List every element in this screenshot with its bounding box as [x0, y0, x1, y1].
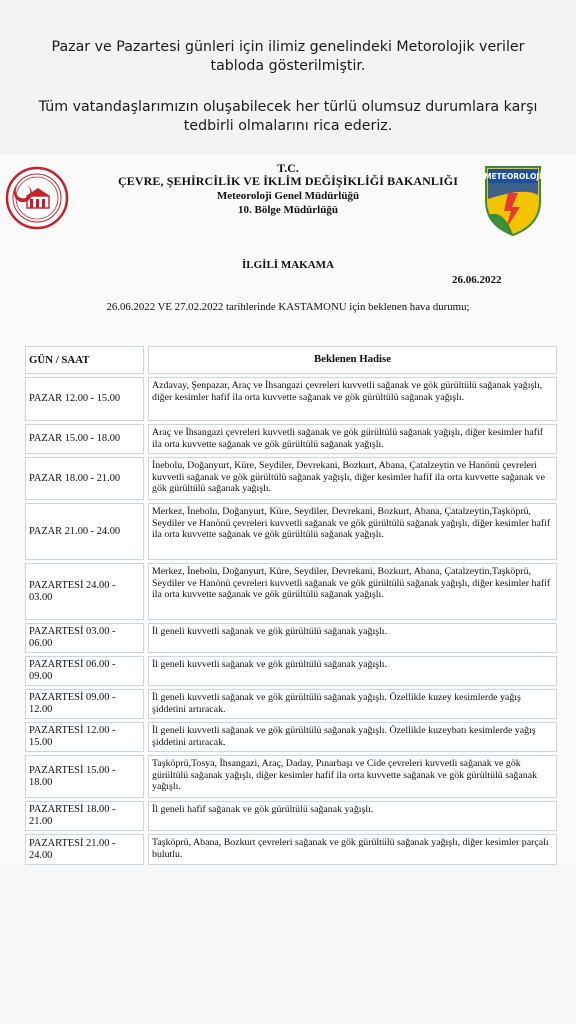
- time-text: PAZAR 12.00 - 15.00: [29, 393, 121, 404]
- header-event-label: Beklenen Hadise: [313, 353, 392, 366]
- event-text: İl geneli kuvvetli sağanak ve gök gürültülü sağanak yağışlı.: [152, 626, 388, 637]
- event-text: İl geneli hafif sağanak ve gök gürültülü sağanak yağışlı.: [152, 804, 374, 815]
- intro-caption: [0, 0, 576, 155]
- time-text: PAZARTESİ 18.00 - 21.00: [29, 804, 116, 827]
- bottom-blank-area: [0, 865, 576, 1024]
- letterhead-regional: 10. Bölge Müdürlüğü: [238, 204, 338, 216]
- event-text: Merkez, İnebolu, Doğanyurt, Küre, Seydiler, Devrekani, Bozkurt, Abana, Çatalzeytin,Taşköprü, Seydiler ve Hanönü çevreleri kuvvetli sağanak ve gök gürültülü sağanak yağışlı, diğer kesimler hafif ila orta kuvvette sağanak ve gök gürültülü sağanak yağışlı.: [152, 506, 551, 541]
- event-cell: [148, 623, 557, 653]
- time-cell: [25, 689, 144, 719]
- time-cell: [25, 457, 144, 500]
- time-text: PAZARTESİ 06.00 - 09.00: [29, 659, 116, 682]
- table-row: [25, 656, 557, 686]
- event-cell: [148, 755, 557, 798]
- event-text: Azdavay, Şenpazar, Araç ve İhsangazi çevreleri kuvvetli sağanak ve gök gürültülü sağanak yağışlı, diğer kesimler hafif ila orta kuvvette sağanak ve gök gürültülü sağanak yağışlı.: [152, 380, 543, 403]
- table-row: [25, 424, 557, 454]
- time-text: PAZAR 21.00 - 24.00: [29, 525, 121, 537]
- time-cell: [25, 801, 144, 831]
- table-row: [25, 457, 557, 500]
- time-cell: [25, 377, 144, 421]
- meteoroloji-logo-icon: [484, 165, 542, 237]
- table-row: [25, 801, 557, 831]
- table-row: [25, 755, 557, 798]
- time-cell: [25, 623, 144, 653]
- time-text: PAZARTESİ 21.00 - 24.00: [29, 837, 116, 861]
- event-cell: [148, 834, 557, 865]
- letterhead-directorate: Meteoroloji Genel Müdürlüğü: [216, 190, 360, 202]
- header-time: [25, 346, 144, 374]
- time-text: PAZAR 15.00 - 18.00: [29, 433, 121, 444]
- letterhead-tc: T.C.: [277, 161, 299, 175]
- event-cell: [148, 656, 557, 686]
- event-cell: [148, 424, 557, 454]
- event-text: Taşköprü,Tosya, İhsangazi, Araç, Daday, Pınarbaşı ve Cide çevreleri kuvvetli sağanak ve gök gürültülü sağanak yağışlı, diğer kesimler hafif ila orta kuvvette sağanak ve gök gürültülü sağanak yağışlı.: [152, 758, 538, 793]
- time-cell: [25, 503, 144, 560]
- time-cell: [25, 424, 144, 454]
- table-row: [25, 722, 557, 752]
- intro-paragraph-1: Pazar ve Pazartesi günleri için ilimiz genelindeki Metorolojik veriler tabloda gösterilmiştir.: [51, 39, 525, 74]
- event-cell: [148, 801, 557, 831]
- event-cell: [148, 377, 557, 421]
- official-document: [0, 155, 576, 865]
- time-cell: [25, 755, 144, 798]
- time-cell: [25, 656, 144, 686]
- time-text: PAZARTESİ 15.00 - 18.00: [29, 764, 116, 788]
- time-cell: [25, 834, 144, 865]
- event-text: İl geneli kuvvetli sağanak ve gök gürültülü sağanak yağışlı. Özellikle kuzey kesimlerde yağış şiddetini artıracak.: [152, 692, 521, 715]
- table-row: [25, 377, 557, 421]
- event-text: Taşköprü, Abana, Bozkurt çevreleri sağanak ve gök gürültülü sağanak yağışlı, diğer kesimler parçalı bulutlu.: [152, 837, 549, 860]
- event-text: Araç ve İhsangazi çevreleri kuvvetli sağanak ve gök gürültülü sağanak yağışlı, diğer kesimler hafif ila orta kuvvette sağanak ve gök gürültülü sağanak yağışlı.: [152, 427, 544, 450]
- addressee: İLGİLİ MAKAMA: [242, 259, 334, 271]
- event-cell: [148, 457, 557, 500]
- letterhead-ministry: ÇEVRE, ŞEHİRCİLİK VE İKLİM DEĞİŞİKLİĞİ BAKANLIĞI: [118, 174, 458, 188]
- table-row: [25, 623, 557, 653]
- event-cell: [148, 689, 557, 719]
- time-text: PAZARTESİ 24.00 - 03.00: [29, 579, 116, 603]
- time-text: PAZARTESİ 09.00 - 12.00: [29, 692, 116, 715]
- table-row: [25, 834, 557, 865]
- event-cell: [148, 563, 557, 620]
- table-header-row: [25, 346, 557, 374]
- logo-text: METEOROLOJİ: [484, 172, 542, 181]
- event-text: İnebolu, Doğanyurt, Küre, Seydiler, Devrekani, Bozkurt, Abana, Çatalzeytin ve Hanönü çevreleri kuvvetli sağanak ve gök gürültülü sağanak yağışlı, diğer kesimler hafif ila orta kuvvette sağanak ve gök gürültülü sağanak yağışlı.: [152, 460, 545, 495]
- time-text: PAZAR 18.00 - 21.00: [29, 472, 121, 484]
- event-text: Merkez, İnebolu, Doğanyurt, Küre, Seydiler, Devrekani, Bozkurt, Abana, Çatalzeytin,Taşköprü, Seydiler ve Hanönü çevreleri kuvvetli sağanak ve gök gürültülü sağanak yağışlı, diğer kesimler hafif ila orta kuvvette sağanak ve gök gürültülü sağanak yağışlı.: [152, 566, 551, 601]
- header-time-label: GÜN / SAAT: [29, 354, 90, 366]
- document-description: 26.06.2022 VE 27.02.2022 tarihlerinde KASTAMONU için beklenen hava durumu;: [106, 301, 470, 313]
- event-cell: [148, 722, 557, 752]
- forecast-table: [25, 346, 557, 868]
- intro-paragraph-2: Tüm vatandaşlarımızın oluşabilecek her türlü olumsuz durumlara karşı tedbirli olmalarını rica ederiz.: [38, 99, 538, 134]
- table-row: [25, 563, 557, 620]
- time-text: PAZARTESİ 03.00 - 06.00: [29, 626, 116, 649]
- event-text: İl geneli kuvvetli sağanak ve gök gürültülü sağanak yağışlı.: [152, 659, 388, 670]
- time-cell: [25, 722, 144, 752]
- event-text: İl geneli kuvvetli sağanak ve gök gürültülü sağanak yağışlı. Özellikle kuzeybatı kesimlerde yağış şiddetini artıracak.: [152, 725, 536, 748]
- time-cell: [25, 563, 144, 620]
- table-row: [25, 689, 557, 719]
- header-event: [148, 346, 557, 374]
- document-date: 26.06.2022: [452, 274, 502, 286]
- table-row: [25, 503, 557, 560]
- time-text: PAZARTESİ 12.00 - 15.00: [29, 725, 116, 748]
- event-cell: [148, 503, 557, 560]
